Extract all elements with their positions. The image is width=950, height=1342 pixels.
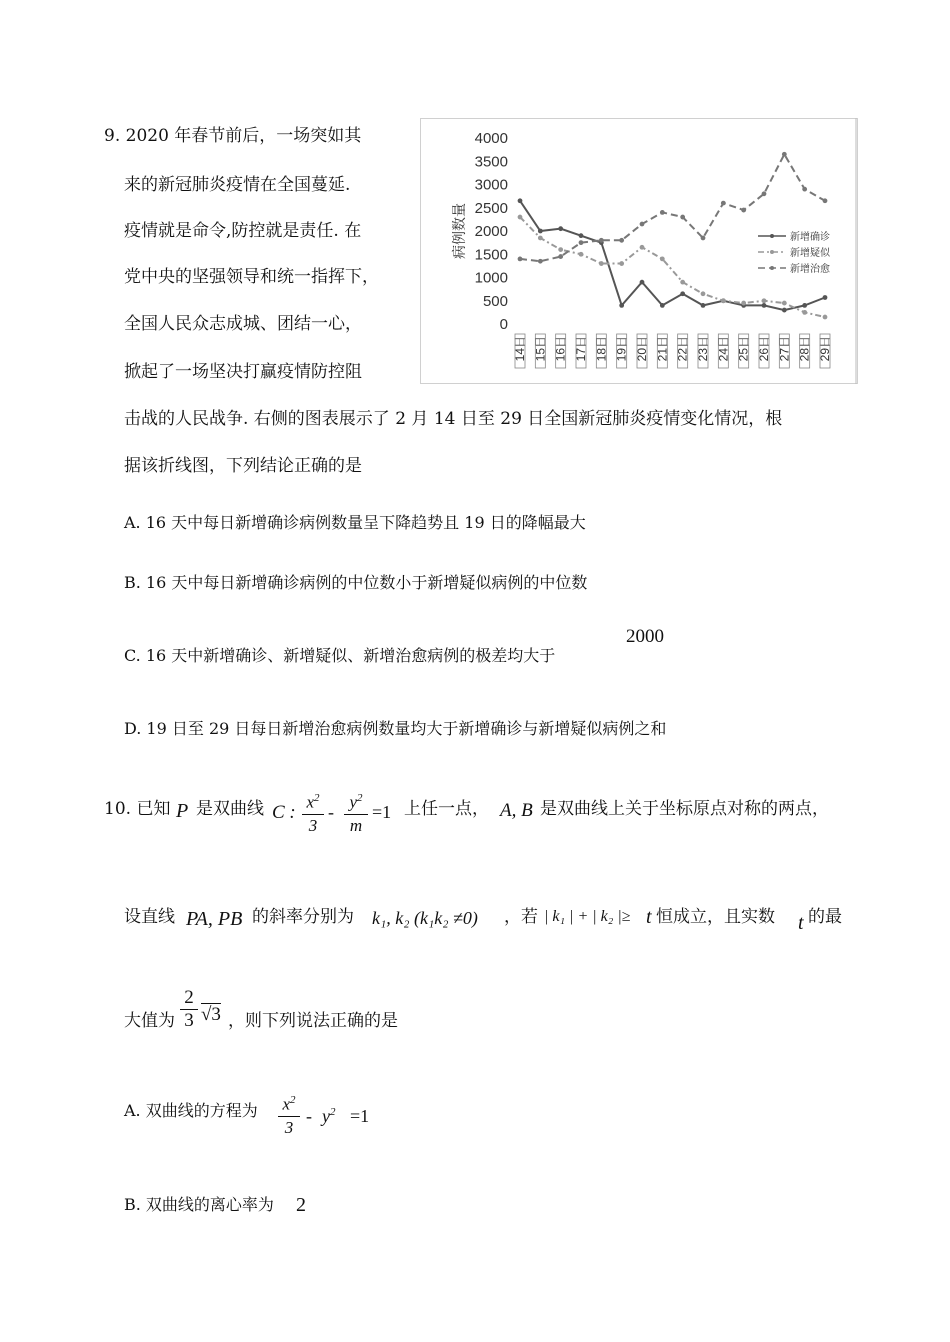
data-point [802,187,807,192]
q10-option-b: B. 双曲线的离心率为 [124,1195,274,1214]
data-point [701,291,706,296]
q9-line-2: 来的新冠肺炎疫情在全国蔓延. [124,175,351,195]
x-tick-label: 17日 [574,336,588,362]
inequality-expr: | k₁ | + | k₂ |≥ [544,908,631,925]
q9-option-c-value: 2000 [626,626,664,647]
q9-option-a: A. 16 天中每日新增确诊病例数量呈下降趋势且 19 日的降幅最大 [124,513,586,532]
data-point [660,210,665,215]
data-point [680,291,685,296]
option-a-equals: =1 [350,1106,370,1126]
data-point [762,298,767,303]
q9-line-5: 全国人民众志成城、团结一心， [124,314,362,334]
option-a-minus: - [306,1106,312,1126]
q10-text-symmetric: 是双曲线上关于坐标原点对称的两点， [540,799,829,819]
lines-pa-pb: PA, PB [186,908,243,930]
y-axis-label: 病例数量 [451,203,467,259]
y-tick-label: 0 [499,316,508,333]
data-point [640,222,645,227]
x-tick-label: 14日 [513,336,527,362]
equals-one: =1 [372,802,392,822]
option-a-fraction: $x^2$ 3 [278,1090,300,1138]
x-tick-label: 29日 [818,336,832,362]
y-tick-label: 2500 [474,199,508,217]
fraction-2-over-3: 2 3 [180,988,198,1031]
data-point [538,259,543,264]
data-point [518,198,523,203]
data-point [680,280,685,285]
data-point [518,257,523,262]
data-point [579,233,584,238]
epidemic-line-chart [420,118,858,384]
data-point [579,240,584,245]
legend-marker [770,250,774,254]
fraction-y2-over-m: $y^2$ m [344,788,368,836]
q10-option-a: A. 双曲线的方程为 [124,1101,258,1120]
legend-label: 新增疑似 [790,248,830,259]
data-point [782,152,787,157]
q10-text-hyperbola: 是双曲线 [196,799,264,819]
data-point [640,245,645,250]
data-point [741,301,746,306]
data-point [762,303,767,308]
data-point [660,303,665,308]
option-b-value: 2 [296,1194,306,1216]
y-tick-label: 1000 [474,269,508,287]
point-p: P [176,800,189,822]
minus-sign: - [328,802,334,822]
legend-marker [770,234,774,238]
y-tick-label: 500 [482,292,508,310]
q10-text-max: 的最 [808,907,842,927]
legend-label: 新增治愈 [790,264,830,275]
x-tick-label: 28日 [797,336,812,362]
q9-line-4: 党中央的坚强领导和统一指挥下， [124,267,379,287]
data-point [823,315,828,320]
data-point [599,261,604,266]
q10-text-start: 10. 已知 [104,799,171,819]
data-point [802,310,807,315]
data-point [823,198,828,203]
q9-line-1: 9. 2020 年春节前后，一场突如其 [104,126,362,146]
data-point [782,308,787,313]
legend-label: 新增确诊 [790,232,830,243]
x-tick-label: 20日 [635,336,649,362]
q9-option-c: C. 16 天中新增确诊、新增疑似、新增治愈病例的极差均大于 [124,646,556,665]
data-point [701,303,706,308]
sqrt-three: √3 [201,1004,221,1025]
data-point [680,215,685,220]
curve-c-label: C : [272,802,296,823]
data-point [579,252,584,257]
variable-t: t [646,906,652,928]
x-tick-label: 25日 [736,336,751,362]
x-tick-label: 22日 [675,336,690,362]
data-point [782,301,787,306]
y-tick-label: 3500 [474,153,508,171]
data-point [538,229,543,234]
q9-option-b: B. 16 天中每日新增确诊病例的中位数小于新增疑似病例的中位数 [124,573,588,592]
q10-text-maxval: 大值为 [124,1011,175,1031]
data-point [721,298,726,303]
data-point [701,236,706,241]
q9-option-d: D. 19 日至 29 日每日新增治愈病例数量均大于新增确诊与新增疑似病例之和 [124,719,667,738]
data-point [802,303,807,308]
option-a-y2: $y^2$ [322,1106,336,1126]
x-tick-label: 18日 [594,336,609,362]
y-tick-label: 4000 [474,130,508,147]
x-tick-label: 24日 [716,336,731,362]
data-point [762,191,767,196]
data-point [558,254,563,259]
q10-text-point: 上任一点， [404,799,489,819]
x-tick-label: 27日 [777,336,792,362]
x-tick-label: 21日 [655,336,670,362]
y-tick-label: 1500 [474,246,508,264]
points-ab: A, B [500,800,533,821]
data-point [660,257,665,262]
data-point [619,238,624,243]
chart-svg [420,118,858,384]
variable-t-2: t [798,912,804,934]
fraction-x2-over-3: $x^2$ 3 [302,788,324,836]
x-tick-label: 15日 [533,336,548,362]
q9-line-3: 疫情就是命令,防控就是责任. 在 [124,221,362,241]
x-tick-label: 23日 [696,336,710,362]
x-tick-label: 26日 [757,336,771,362]
data-point [721,201,726,206]
data-point [558,226,563,231]
data-point [518,215,523,220]
q9-line-6: 掀起了一场坚决打赢疫情防控阻 [124,362,362,382]
q10-text-always: 恒成立，且实数 [656,907,775,927]
q9-line-8: 据该折线图，下列结论正确的是 [124,456,362,476]
q10-text-if: ，若 [504,907,538,927]
data-point [741,208,746,213]
data-point [619,261,624,266]
q10-text-slopes: 的斜率分别为 [252,907,354,927]
data-point [599,238,604,243]
y-tick-label: 3000 [474,176,508,194]
y-tick-label: 2000 [474,223,508,240]
x-tick-label: 16日 [553,336,568,362]
q10-text-which: ，则下列说法正确的是 [228,1011,398,1031]
data-point [538,236,543,241]
data-point [640,280,645,285]
data-point [619,303,624,308]
data-point [823,295,828,300]
q9-line-7: 击战的人民战争. 右侧的图表展示了 2 月 14 日至 29 日全国新冠肺炎疫情变化情况，根 [124,409,783,429]
x-tick-label: 19日 [614,336,629,362]
data-point [558,247,563,252]
q10-text-lines: 设直线 [124,907,175,927]
legend-marker [770,266,774,270]
slopes-k1-k2: k₁, k₂ (k₁k₂ ≠0) [372,908,478,928]
